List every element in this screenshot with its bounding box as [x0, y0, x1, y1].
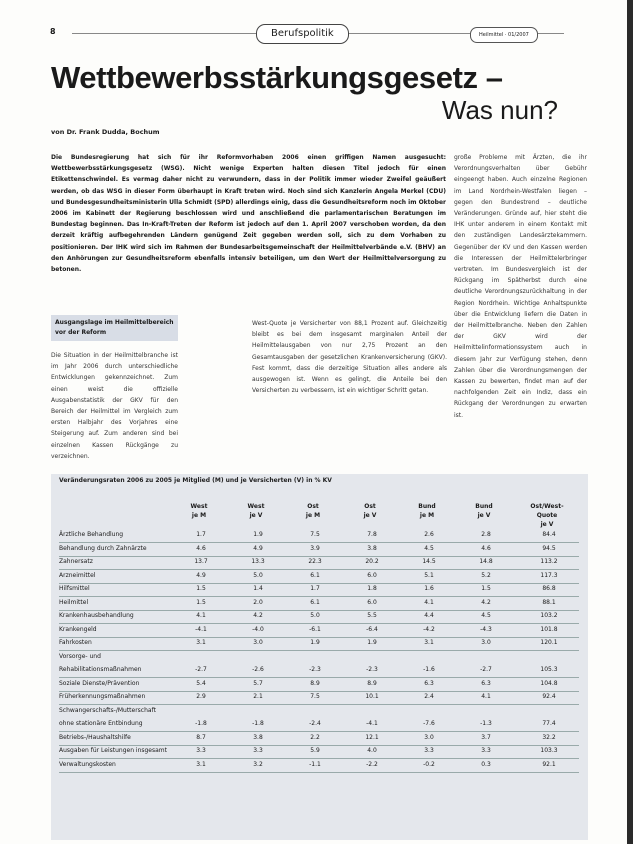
table-cell: 101.8 [540, 625, 558, 633]
table-column-header [293, 502, 333, 520]
column-unit: je V [477, 512, 491, 519]
table-cell: -6.1 [309, 625, 321, 633]
table-cell: 103.2 [540, 612, 558, 619]
row-label: Krankenhausbehandlung [59, 612, 134, 619]
table-cell: 6.0 [367, 571, 377, 579]
row-label: Rehabilitationsmaßnahmen [59, 666, 142, 673]
article-title: Wettbewerbsstärkungsgesetz – [51, 60, 503, 95]
table-cell: 1.9 [253, 531, 263, 538]
table-cell: 14.5 [422, 558, 436, 565]
table-column-header [179, 502, 219, 520]
column-region: West [247, 503, 265, 510]
column-unit: je M [305, 512, 321, 519]
row-label: Behandlung durch Zahnärzte [59, 544, 147, 552]
table-title: Veränderungsraten 2006 zu 2005 je Mitglied (M) und je Versicherten (V) in % KV [59, 477, 332, 484]
row-label: Betriebs-/Haushaltshilfe [59, 733, 131, 741]
table-cell: 7.5 [310, 693, 320, 700]
table-row [59, 746, 579, 759]
column-unit: je V [249, 512, 263, 519]
table-cell: -1.1 [309, 760, 321, 768]
table-cell: -1.6 [423, 666, 435, 673]
column-region: Ost/West-Quote [530, 503, 564, 519]
table-row [59, 611, 579, 624]
row-label: Arzneimittel [59, 571, 96, 579]
table-cell: -1.3 [480, 720, 492, 727]
table-cell: 4.1 [481, 693, 491, 700]
table-cell: 8.9 [367, 679, 377, 687]
table-cell: 104.8 [540, 679, 558, 687]
table-cell: 3.1 [196, 760, 206, 768]
left-column-text: Die Situation in der Heilmittelbranche ist im Jahr 2006 durch unterschiedliche Entwicklungen gekennzeichnet. Zum einen weist die offizielle Ausgabenstatistik der GKV für den Bereich der Heilmittel im Vergleich zum ersten Halbjahr des Vorjahres eine Steigerung auf. Zum anderen sind bei einzelnen Kassen Rückgänge zu verzeichnen. [51, 352, 178, 460]
table-cell: 2.0 [253, 598, 263, 606]
column-unit: je V [363, 512, 377, 519]
table-cell: 3.3 [196, 747, 206, 754]
table-cell: 3.1 [424, 639, 434, 646]
table-cell: -2.3 [309, 666, 321, 673]
table-cell: 4.1 [196, 612, 206, 619]
table-cell: 117.3 [540, 571, 558, 579]
table-cell: 22.3 [308, 558, 322, 565]
table-cell: 3.7 [481, 733, 491, 741]
subheading-box: Ausgangslage im Heilmittelbereich vor der Reform [51, 315, 178, 341]
table-cell: 1.6 [424, 585, 434, 592]
table-cell: 4.0 [367, 747, 377, 754]
table-cell: 4.6 [481, 544, 491, 552]
table-cell: -4.1 [195, 625, 207, 633]
table-cell: 2.1 [253, 693, 263, 700]
table-cell: 12.1 [365, 733, 379, 741]
table-cell: 13.7 [194, 558, 208, 565]
right-column-text: große Probleme mit Ärzten, die ihr Verordnungsverhalten über Gebühr eingeengt haben. Auch einzelne Regionen im Land Nordrhein-Westfalen liegen – gegen den Bundestrend – deutliche Veränderungen. Gründe auf, hier steht die IHK unter anderem in einem Kontakt mit den zuständigen Landesärztekammern. Gegenüber der KV und den Kassen werden die Interessen der Heilmittelerbringer vertreten. Im Bundesvergleich ist der Rückgang im Spätherbst durch eine deutliche Verordnungszurückhaltung in der Region Nordrhein. Wichtige Anhaltspunkte über die Entwicklung liefern die Daten in der Heilmittelbranche. Neben den Zahlen der GKV wird der Heilmittelinformationssystem auch in diesem Jahr zur Verfügung stehen, denn Zahlen über die Verordnungsmengen der Kassen zu bewerten, findet man auf der nachfolgenden Zeit ein Indiz, dass ein Rückgang der Verordnungen zu erwarten ist. [454, 154, 587, 419]
table-column-header [236, 502, 276, 520]
article-subtitle: Was nun? [441, 95, 558, 125]
column-region: Bund [418, 503, 436, 510]
table-cell: 4.6 [196, 544, 206, 552]
column-region: Ost [364, 503, 376, 510]
page-edge-shadow [627, 0, 633, 844]
table-cell: 1.4 [253, 585, 263, 592]
row-label: Früherkennungsmaßnahmen [59, 693, 146, 700]
table-cell: 1.7 [310, 585, 320, 592]
table-cell: 4.2 [481, 598, 491, 606]
table-cell: -1.8 [252, 720, 264, 727]
table-row [59, 760, 579, 773]
row-label: Hilfsmittel [59, 585, 90, 592]
table-cell: 1.7 [196, 531, 206, 538]
table-cell: 4.5 [424, 544, 434, 552]
table-cell: 7.8 [367, 531, 377, 538]
table-cell: 77.4 [542, 720, 556, 727]
table-cell: 3.0 [253, 639, 263, 646]
table-cell: 86.8 [542, 585, 556, 592]
table-cell: 88.1 [542, 598, 556, 606]
table-cell: 3.8 [253, 733, 263, 741]
table-cell: 5.5 [367, 612, 377, 619]
table-cell: 5.1 [424, 571, 434, 579]
issue-tag: Heilmittel · 01/2007 [470, 27, 538, 43]
table-cell: 5.0 [310, 612, 320, 619]
table-cell: 5.9 [310, 747, 320, 754]
column-region: Ost [307, 503, 319, 510]
table-cell: 6.3 [481, 679, 491, 687]
statistics-table [51, 474, 588, 840]
table-cell: 3.8 [367, 544, 377, 552]
table-cell: 2.4 [424, 693, 434, 700]
table-cell: -2.6 [252, 666, 264, 673]
table-cell: 8.9 [310, 679, 320, 687]
table-cell: 6.1 [310, 598, 320, 606]
table-cell: 6.3 [424, 679, 434, 687]
table-cell: 3.3 [481, 747, 491, 754]
table-cell: -4.3 [480, 625, 492, 633]
table-cell: -2.4 [309, 720, 321, 727]
table-cell: 5.0 [253, 571, 263, 579]
table-cell: 7.5 [310, 531, 320, 538]
table-row [59, 625, 579, 638]
lead-paragraph: Die Bundesregierung hat sich für ihr Reformvorhaben 2006 einen griffigen Namen ausgesucht: Wettbewerbsstärkungsgesetz (WSG). Nicht wenige Experten halten diesen Titel jedoch für einen Etikettenschwindel. Es vermag daher nicht zu verwundern, dass in der Politik immer wieder Zweifel geäußert werden, ob das WSG in dieser Form überhaupt in Kraft treten wird. Noch sind sich Kanzlerin Angela Merkel (CDU) und Bundesgesundheitsministerin Ulla Schmidt (SPD) allerdings einig, dass die Gesundheitsreform noch im Oktober 2006 im Kabinett der Regierung beschlossen wird und anschließend die parlamentarischen Beratungen im Bundestag beginnen. Das In-Kraft-Treten der Reform ist jedoch auf den 1. April 2007 verschoben worden, da den derzeit kräftig aufbegehrenden Ländern genügend Zeit gegeben werden soll, sich zu dem Vorhaben zu positionieren. Der IHK wird sich im Rahmen der Bundesarbeitsgemeinschaft der Heilmittelverbände e.V. (BHV) an den Anhörungen zur Gesundheitsreform ebenfalls intensiv beteiligen, um den Wert der Heilmittelversorgung zu betonen. [51, 154, 446, 274]
table-cell: 2.8 [481, 531, 491, 538]
table-cell: 3.1 [196, 639, 206, 646]
table-column-header [527, 502, 567, 529]
table-cell: -0.2 [423, 760, 435, 768]
column-region: West [190, 503, 208, 510]
table-cell: 13.3 [251, 558, 265, 565]
row-label: Verwaltungskosten [59, 760, 116, 768]
table-row [59, 544, 579, 557]
table-cell: 84.4 [542, 531, 556, 538]
table-row [59, 679, 579, 692]
row-label: ohne stationäre Entbindung [59, 720, 143, 727]
table-cell: 4.9 [196, 571, 206, 579]
table-cell: -1.8 [195, 720, 207, 727]
table-cell: 10.1 [365, 693, 379, 700]
table-group-label: Vorsorge- und [59, 652, 101, 660]
table-cell: 4.2 [253, 612, 263, 619]
row-label: Ärztliche Behandlung [59, 531, 124, 538]
table-cell: 1.8 [367, 585, 377, 592]
table-cell: 3.0 [481, 639, 491, 646]
table-cell: 5.7 [253, 679, 263, 687]
table-column-header [350, 502, 390, 520]
table-cell: 14.8 [479, 558, 493, 565]
table-cell: 20.2 [365, 558, 379, 565]
table-cell: 1.5 [196, 585, 206, 592]
row-label: Krankengeld [59, 625, 97, 633]
table-cell: 1.5 [481, 585, 491, 592]
row-label: Heilmittel [59, 598, 89, 606]
table-cell: 2.2 [310, 733, 320, 741]
column-unit: je V [540, 521, 554, 528]
table-row [59, 557, 579, 570]
table-row [59, 571, 579, 584]
table-cell: 5.4 [196, 679, 206, 687]
row-label: Ausgaben für Leistungen insgesamt [59, 747, 168, 754]
table-cell: -4.2 [423, 625, 435, 633]
table-cell: 5.2 [481, 571, 491, 579]
table-cell: 1.9 [310, 639, 320, 646]
table-cell: -2.2 [366, 760, 378, 768]
table-row [59, 584, 579, 597]
table-row [59, 719, 579, 732]
table-row [59, 638, 579, 651]
table-cell: 120.1 [540, 639, 558, 646]
table-row [59, 733, 579, 746]
page-header [50, 24, 564, 44]
table-cell: 4.1 [424, 598, 434, 606]
column-unit: je M [191, 512, 207, 519]
row-label: Zahnersatz [59, 558, 93, 565]
table-cell: 3.0 [424, 733, 434, 741]
table-cell: 92.1 [542, 760, 556, 768]
column-unit: je M [419, 512, 435, 519]
table-cell: 32.2 [542, 733, 556, 741]
table-column-header [464, 502, 504, 520]
table-row [59, 665, 579, 678]
table-row [59, 692, 579, 705]
page-number: 8 [50, 27, 56, 36]
table-cell: 3.2 [253, 760, 263, 768]
table-cell: 4.5 [481, 612, 491, 619]
table-cell: -2.7 [480, 666, 492, 673]
row-label: Fahrkosten [59, 639, 92, 646]
table-cell: 3.3 [253, 747, 263, 754]
section-tab: Berufspolitik [256, 24, 349, 44]
table-cell: 3.9 [310, 544, 320, 552]
table-cell: 4.9 [253, 544, 263, 552]
table-row [59, 598, 579, 611]
table-cell: 2.9 [196, 693, 206, 700]
table-cell: 0.3 [481, 760, 491, 768]
table-cell: 1.9 [367, 639, 377, 646]
table-cell: 113.2 [540, 558, 558, 565]
table-cell: -2.7 [195, 666, 207, 673]
table-group-label: Schwangerschafts-/Mutterschaft [59, 706, 156, 714]
table-cell: 94.5 [542, 544, 556, 552]
table-cell: 105.3 [540, 666, 558, 673]
table-cell: 3.3 [424, 747, 434, 754]
table-cell: 1.5 [196, 598, 206, 606]
table-cell: -7.6 [423, 720, 435, 727]
row-label: Soziale Dienste/Prävention [59, 679, 140, 687]
table-cell: 8.7 [196, 733, 206, 741]
author-line: von Dr. Frank Dudda, Bochum [51, 128, 160, 136]
table-cell: -6.4 [366, 625, 378, 633]
middle-column-text: West-Quote je Versicherter von 88,1 Prozent auf. Gleichzeitig bleibt es bei dem insgesamt marginalen Anteil der Heilmittelausgaben von nur 2,75 Prozent an den Gesamtausgaben der gesetzlichen Krankenversicherung (GKV). Fest kommt, dass die derzeitige Situation alles andere als ausgewogen ist. Wenn es gelingt, die Anteile bei den Versicherten zu verbessern, ist ein wichtiger Schritt getan. [252, 320, 447, 395]
table-cell: 103.3 [540, 747, 558, 754]
table-cell: 6.0 [367, 598, 377, 606]
column-region: Bund [475, 503, 493, 510]
table-column-header [407, 502, 447, 520]
table-cell: 6.1 [310, 571, 320, 579]
table-cell: -2.3 [366, 666, 378, 673]
table-cell: 4.4 [424, 612, 434, 619]
table-cell: 92.4 [542, 693, 556, 700]
table-cell: -4.1 [366, 720, 378, 727]
table-cell: 2.6 [424, 531, 434, 538]
table-cell: -4.0 [252, 625, 264, 633]
table-row [59, 530, 579, 543]
